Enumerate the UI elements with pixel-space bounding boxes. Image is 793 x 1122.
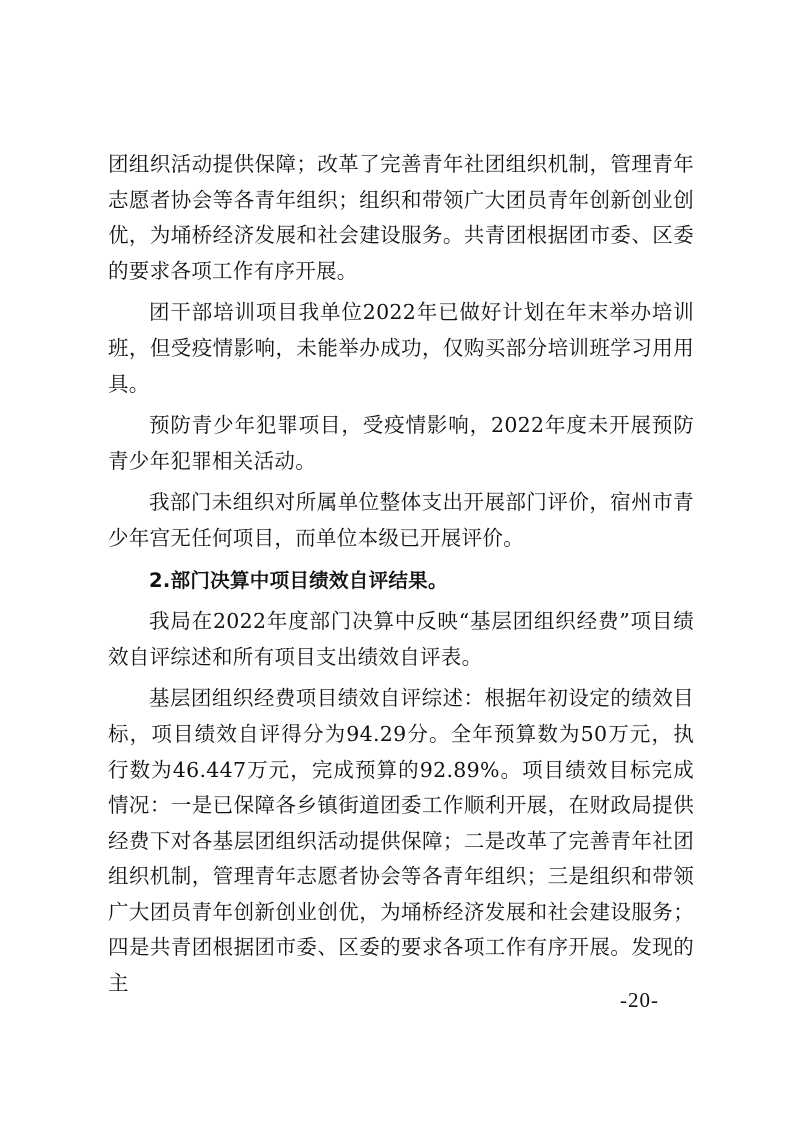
paragraph-final-accounts: 我局在2022年度部门决算中反映“基层团组织经费”项目绩效自评综述和所有项目支出绩效自评表。 bbox=[108, 609, 694, 669]
paragraph-department-evaluation: 我部门未组织对所属单位整体支出开展部门评价，宿州市青少年宫无任何项目，而单位本级已开展评价。 bbox=[108, 490, 694, 550]
paragraph-cadre-training: 团干部培训项目我单位2022年已做好计划在年末举办培训班，但受疫情影响，未能举办成功，仅购买部分培训班学习用用具。 bbox=[108, 300, 694, 396]
page-number: -20- bbox=[620, 988, 659, 1012]
paragraph-crime-prevention: 预防青少年犯罪项目，受疫情影响，2022年度未开展预防青少年犯罪相关活动。 bbox=[108, 413, 694, 473]
paragraph-self-evaluation-summary: 基层团组织经费项目绩效自评综述：根据年初设定的绩效目标，项目绩效自评得分为94.29分。全年预算数为50万元，执行数为46.447万元，完成预算的92.89%。项目绩效目标完成情况：一是已保障各乡镇街道团委工作顺利开展，在财政局提供经费下对各基层团组织活动提供保障；二是改革了完善青年社团组织机制，管理青年志愿者协会等各青年组织；三是组织和带领广大团员青年创新创业创优，为埇桥经济发展和社会建设服务；四是共青团根据团市委、区委的要求各项工作有序开展。发现的主 bbox=[108, 686, 694, 996]
document-body bbox=[108, 147, 694, 1002]
paragraph-continuation: 团组织活动提供保障；改革了完善青年社团组织机制，管理青年志愿者协会等各青年组织；组织和带领广大团员青年创新创业创优，为埇桥经济发展和社会建设服务。共青团根据团市委、区委的要求各项工作有序开展。 bbox=[108, 152, 694, 283]
section-heading: 2.部门决算中项目绩效自评结果。 bbox=[149, 568, 448, 592]
